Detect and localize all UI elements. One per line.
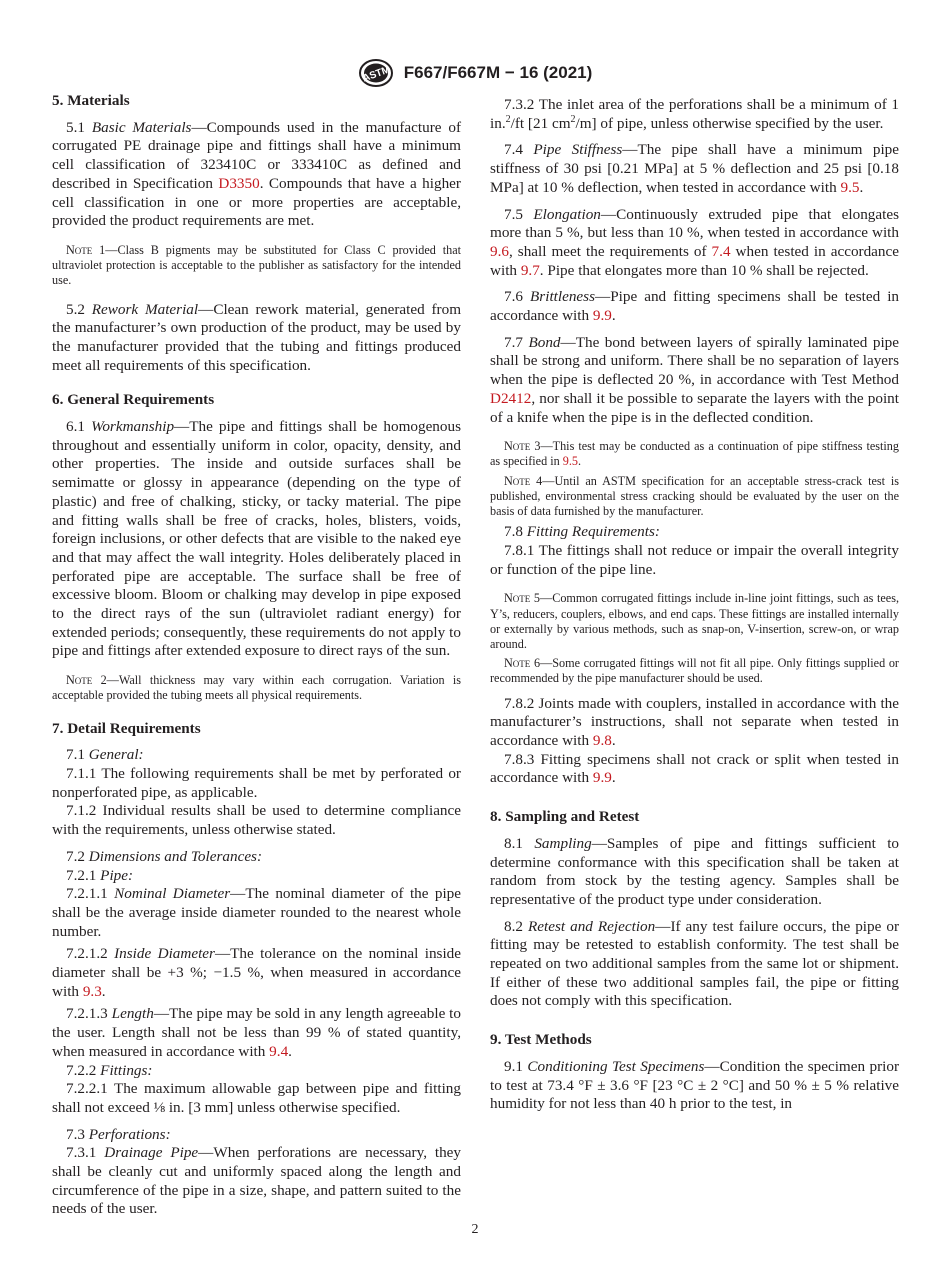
astm-logo-icon: [358, 58, 394, 88]
para-7-5: 7.5 Elongation—Continuously extruded pipe that elongates more than 5 %, but less than 10 %, when tested in accordance with 9.6, shall meet the requirements of 7.4 when tested in accordance with 9.7. Pipe that elongates more than 10 % shall be rejected.: [490, 205, 900, 279]
note-5: Note 5—Common corrugated fittings include in-line joint fittings, such as tees, Y’s, reducers, couplers, elbows, and end caps. These fittings are installed internally or externally by various methods, such as snap-on, V-insertion, screw-on, or wrap around.: [490, 591, 899, 651]
right-column: [490, 92, 899, 1114]
para-7-2-1-3: 7.2.1.3 Length—The pipe may be sold in any length agreeable to the user. Length shall not be less than 99 % of stated quantity, when measured in accordance with 9.4.: [52, 1005, 461, 1060]
ref-9-9-link[interactable]: 9.9: [592, 307, 612, 325]
para-8-1: 8.1 Sampling—Samples of pipe and fittings sufficient to determine conformance with this specification shall be taken at random from stock by the testing agency. Samples shall be representative of the product type under consideration.: [490, 834, 900, 908]
page-header: [0, 58, 950, 88]
para-8-2: 8.2 Retest and Rejection—If any test failure occurs, the pipe or fitting may be retested to establish conformity. The test shall be repeated on two additional samples from the same lot or shipment. If either of these two additional samples fail, the pipe or fitting does not comply with this specification.: [490, 917, 900, 1010]
para-7-1-2: 7.1.2 Individual results shall be used to determine compliance with the requirements, unless otherwise stated.: [52, 802, 462, 839]
para-7-1-1: 7.1.1 The following requirements shall be met by perforated or nonperforated pipe, as applicable.: [52, 765, 461, 801]
para-7-2-1-1: 7.2.1.1 Nominal Diameter—The nominal diameter of the pipe shall be the average inside diameter rounded to the nearest whole number.: [52, 885, 462, 940]
ref-d2412-link[interactable]: D2412: [490, 389, 532, 407]
para-5-1: 5.1 Basic Materials—Compounds used in the manufacture of corrugated PE drainage pipe and fittings shall have a minimum cell classification of 323410C or 333410C as defined and described in Specification D3350. Compounds that have a higher cell classification in one or more properties are acceptable, provided the product requirements are met.: [52, 118, 461, 230]
para-7-2-1: 7.2.1 Pipe:: [66, 866, 134, 884]
para-7-7: 7.7 Bond—The bond between layers of spirally laminated pipe shall be strong and uniform. There shall be no separation of layers when the pipe is deflected 20 %, in accordance with Test Method D2412, nor shall it be possible to separate the layers with the point of a knife when the pipe is in the deflected condition.: [490, 333, 900, 426]
ref-9-5-link[interactable]: 9.5: [840, 178, 860, 196]
para-7-3-1: 7.3.1 Drainage Pipe—When perforations are necessary, they shall be cleanly cut and uniformly spaced along the length and circumference of the pipe in a size, shape, and pattern suited to the needs of the user.: [52, 1144, 462, 1218]
para-7-4: 7.4 Pipe Stiffness—The pipe shall have a minimum pipe stiffness of 30 psi [0.21 MPa] at 5 % deflection and 25 psi [0.18 MPa] at 10 % deflection, when tested in accordance with 9.5.: [490, 141, 899, 196]
section-9-heading: 9. Test Methods: [490, 1031, 592, 1049]
para-9-1: 9.1 Conditioning Test Specimens—Condition the specimen prior to test at 73.4 °F ± 3.6 °F [23 °C ± 2 °C] and 50 % ± 5 % relative humidity for not less than 40 h prior to the test, in: [490, 1057, 899, 1113]
ref-9-8-link[interactable]: 9.8: [592, 732, 612, 749]
logo-letters: ASTM: [361, 64, 392, 85]
para-7-2-2: 7.2.2 Fittings:: [66, 1061, 153, 1079]
section-5-heading: 5. Materials: [52, 92, 130, 109]
ref-9-7-link[interactable]: 9.7: [520, 261, 540, 279]
ref-7-4-link[interactable]: 7.4: [711, 242, 731, 260]
para-7-6: 7.6 Brittleness—Pipe and fitting specimens shall be tested in accordance with 9.9.: [490, 288, 900, 325]
section-7-heading: 7. Detail Requirements: [52, 719, 201, 737]
ref-9-4-link[interactable]: 9.4: [269, 1042, 289, 1060]
para-7-3: 7.3 Perforations:: [66, 1125, 171, 1143]
para-7-8-2: 7.8.2 Joints made with couplers, installed in accordance with the manufacturer’s instructions, shall not separate when tested in accordance with 9.8.: [490, 694, 899, 749]
para-7-2: 7.2 Dimensions and Tolerances:: [66, 847, 263, 865]
note-3: Note 3—This test may be conducted as a continuation of pipe stiffness testing as specified in 9.5.: [490, 439, 899, 469]
ref-9-6-link[interactable]: 9.6: [490, 242, 509, 260]
left-column: [52, 92, 461, 1219]
note-4: Note 4—Until an ASTM specification for an acceptable stress-crack test is published, environmental stress cracking should be evaluated by the user on the basis of data furnished by the manufacturer.: [490, 473, 899, 519]
section-8-heading: 8. Sampling and Retest: [490, 808, 640, 826]
section-6-heading: 6. General Requirements: [52, 391, 215, 409]
para-7-8: 7.8 Fitting Requirements:: [504, 523, 660, 541]
para-6-1: 6.1 Workmanship—The pipe and fittings shall be homogenous throughout and essentially uniform in color, opacity, density, and other properties. The inside and outside surfaces shall be semimatte or glossy in appearance (depending on the type of plastic) and free of chalking, sticky, or tacky material. The pipe and fitting walls shall be free of cracks, holes, blisters, voids, foreign inclusions, or other defects that are visible to the naked eye and that may affect the wall integrity. Holes deliberately placed in perforated pipe are acceptable. The surface shall be free of excessive bloom. Bloom or chalking may develop in pipe exposed to the direct rays of the sun (ultraviolet radiant energy) for extended periods; consequently, these requirements do not apply to pipe and fittings after extended exposure to direct rays of the sun.: [52, 418, 461, 660]
ref-9-9-fitting-link[interactable]: 9.9: [592, 769, 612, 787]
note-1: Note 1—Class B pigments may be substituted for Class C provided that ultraviolet protection is acceptable to the publisher as satisfactory for the intended use.: [52, 242, 461, 288]
para-7-2-1-2: 7.2.1.2 Inside Diameter—The tolerance on the nominal inside diameter shall be +3 %; −1.5 %, when measured in accordance with 9.3.: [52, 945, 461, 1000]
para-7-1: 7.1 General:: [66, 746, 144, 764]
page-number: 2: [471, 1222, 479, 1237]
para-7-8-3: 7.8.3 Fitting specimens shall not crack or split when tested in accordance with 9.9.: [490, 750, 899, 787]
note-6: Note 6—Some corrugated fittings will not fit all pipe. Only fittings supplied or recommended by the pipe manufacturer should be used.: [490, 656, 899, 686]
document-designation: F667/F667M − 16 (2021): [403, 63, 593, 82]
ref-d3350-link[interactable]: D3350: [218, 174, 260, 192]
para-5-2: 5.2 Rework Material—Clean rework material, generated from the manufacturer’s own production of the product, may be used by the manufacturer provided that the tubing and fittings produced meet all requirements of this specification.: [52, 300, 462, 374]
note-2: Note 2—Wall thickness may vary within each corrugation. Variation is acceptable provided the tubing meets all physical requirements.: [52, 673, 461, 703]
ref-9-3-link[interactable]: 9.3: [82, 982, 102, 1000]
para-7-3-2: 7.3.2 The inlet area of the perforations shall be a minimum of 1 in.$^2$/ft [21 $cm^2/m$] of pipe, unless otherwise specified by the user.: [490, 96, 899, 132]
para-7-2-2-1: 7.2.2.1 The maximum allowable gap between pipe and fitting shall not exceed ⅛ in. [3 mm] unless otherwise specified.: [52, 1080, 461, 1116]
para-7-8-1: 7.8.1 The fittings shall not reduce or impair the overall integrity or function of the pipe line.: [490, 541, 899, 578]
ref-9-5-note-link[interactable]: 9.5: [562, 454, 578, 469]
